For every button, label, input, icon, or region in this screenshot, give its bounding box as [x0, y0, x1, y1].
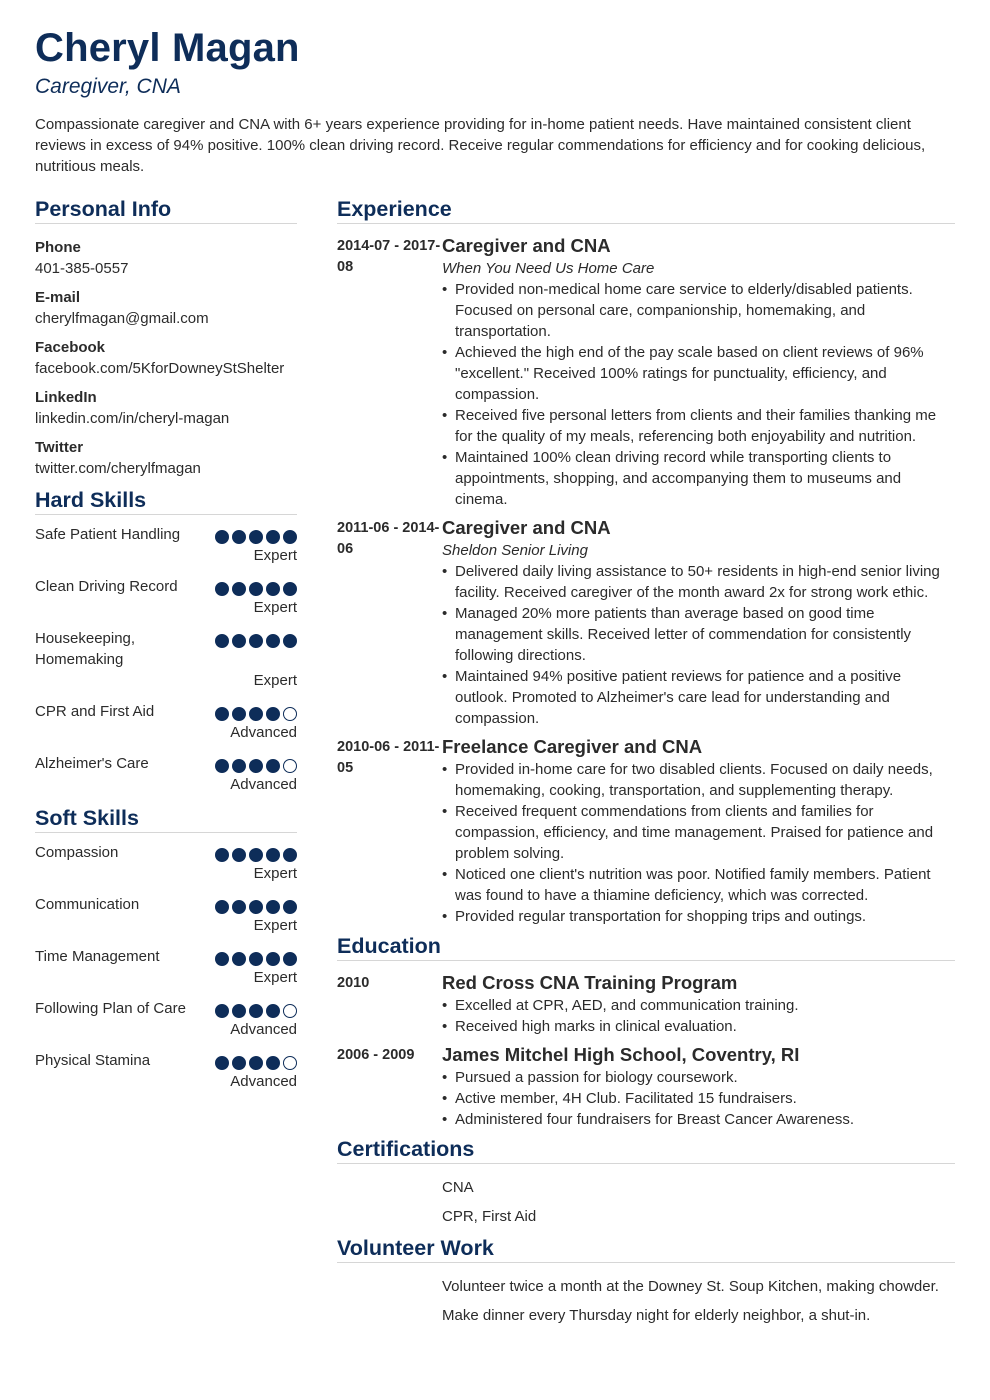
- rating-dot-filled-icon: [232, 582, 246, 596]
- skill-name: Housekeeping, Homemaking: [35, 630, 136, 668]
- info-label: Facebook: [35, 339, 106, 356]
- info-label: LinkedIn: [35, 389, 97, 406]
- skill-rating: [215, 576, 297, 596]
- entry-body: [442, 516, 955, 729]
- skill-rating: [215, 628, 297, 648]
- skill-rating: [215, 894, 297, 914]
- bullet-item: • Active member, 4H Club. Facilitated 15 fundraisers.: [442, 1088, 955, 1109]
- skill-item: [35, 524, 297, 566]
- skill-rating: [215, 842, 297, 862]
- skill-item: [35, 576, 297, 618]
- skill-level: Expert: [253, 969, 297, 986]
- rating-dot-filled-icon: [283, 848, 297, 862]
- entry-date: 2010-06 - 2011-05: [337, 739, 440, 776]
- entry-title: Red Cross CNA Training Program: [442, 972, 738, 993]
- certifications-heading: Certifications: [337, 1136, 955, 1164]
- bullet-item: • Received frequent commendations from clients and families for compassion, efficiency, and time management. Praised for patience and problem solving.: [442, 801, 955, 864]
- rating-dot-filled-icon: [215, 900, 229, 914]
- info-value[interactable]: linkedin.com/in/cheryl-magan: [35, 410, 230, 427]
- hard-skills-heading: Hard Skills: [35, 487, 297, 515]
- bullet-list: [442, 1067, 955, 1130]
- skill-rating: [215, 524, 297, 544]
- skill-name: Alzheimer's Care: [35, 755, 149, 772]
- skill-row: [35, 753, 297, 774]
- entry-title: James Mitchel High School, Coventry, RI: [442, 1044, 800, 1065]
- skill-rating: [215, 753, 297, 773]
- rating-dot-filled-icon: [215, 848, 229, 862]
- rating-dot-filled-icon: [266, 1056, 280, 1070]
- entry-title: Freelance Caregiver and CNA: [442, 736, 703, 757]
- certifications-item: CNA: [442, 1179, 474, 1196]
- skill-row: [35, 1050, 297, 1071]
- education-entry: [337, 1043, 955, 1130]
- skill-row: [35, 998, 297, 1019]
- skill-item: [35, 753, 297, 795]
- entry-date: 2006 - 2009: [337, 1047, 415, 1063]
- rating-dot-filled-icon: [232, 848, 246, 862]
- bullet-item: • Excelled at CPR, AED, and communication training.: [442, 995, 955, 1016]
- entry-date: 2010: [337, 975, 370, 991]
- bullet-item: • Administered four fundraisers for Breast Cancer Awareness.: [442, 1109, 955, 1130]
- experience-entry: [337, 735, 955, 927]
- rating-dot-filled-icon: [249, 582, 263, 596]
- experience-entry: [337, 516, 955, 729]
- info-value[interactable]: facebook.com/5KforDowneyStShelter: [35, 360, 285, 377]
- rating-dot-filled-icon: [283, 530, 297, 544]
- personal-info-email: [35, 287, 297, 329]
- rating-dot-filled-icon: [232, 1056, 246, 1070]
- skill-name: Communication: [35, 896, 140, 913]
- skill-item: [35, 894, 297, 936]
- rating-dot-filled-icon: [266, 530, 280, 544]
- bullet-list: [442, 561, 955, 729]
- skill-row: [35, 576, 297, 597]
- volunteer-list: [337, 1276, 955, 1326]
- skill-level: Advanced: [230, 724, 297, 741]
- rating-dot-filled-icon: [266, 582, 280, 596]
- rating-dot-filled-icon: [249, 900, 263, 914]
- rating-dot-filled-icon: [215, 1056, 229, 1070]
- skill-level: Expert: [253, 547, 297, 564]
- rating-dot-filled-icon: [283, 582, 297, 596]
- rating-dot-filled-icon: [249, 848, 263, 862]
- info-label: Phone: [35, 239, 81, 256]
- rating-dot-filled-icon: [232, 707, 246, 721]
- skill-row: [35, 628, 297, 670]
- skill-level: Expert: [253, 917, 297, 934]
- info-label: E-mail: [35, 289, 81, 306]
- experience-heading: Experience: [337, 196, 955, 224]
- rating-dot-filled-icon: [215, 952, 229, 966]
- resume-summary: Compassionate caregiver and CNA with 6+ years experience providing for in-home patient needs. Have maintained consistent client reviews in excess of 94% positive. 100% clean driving record. Receive regular commendations for efficiency and for cooking delicious, nutritious meals.: [35, 116, 926, 175]
- bullet-item: • Managed 20% more patients than average based on good time management skills. Received letter of commendation for consistently following directions.: [442, 603, 955, 666]
- personal-info-linkedin: [35, 387, 297, 429]
- rating-dot-empty-icon: [283, 1004, 297, 1018]
- rating-dot-filled-icon: [266, 952, 280, 966]
- rating-dot-empty-icon: [283, 759, 297, 773]
- rating-dot-filled-icon: [232, 1004, 246, 1018]
- rating-dot-filled-icon: [266, 707, 280, 721]
- rating-dot-empty-icon: [283, 1056, 297, 1070]
- rating-dot-empty-icon: [283, 707, 297, 721]
- skill-item: [35, 998, 297, 1040]
- personal-info-twitter: [35, 437, 297, 479]
- skill-name: CPR and First Aid: [35, 703, 155, 720]
- skill-name: Compassion: [35, 844, 119, 861]
- entry-title: Caregiver and CNA: [442, 517, 611, 538]
- info-value[interactable]: twitter.com/cherylfmagan: [35, 460, 201, 477]
- entry-body: [442, 735, 955, 927]
- skill-row: [35, 524, 297, 545]
- skill-item: [35, 842, 297, 884]
- skill-name: Safe Patient Handling: [35, 526, 181, 543]
- resume-name: Cheryl Magan: [35, 26, 300, 70]
- right-column: [337, 196, 955, 1334]
- skill-level: Advanced: [230, 776, 297, 793]
- skill-row: [35, 701, 297, 722]
- rating-dot-filled-icon: [215, 530, 229, 544]
- entry-date: 2011-06 - 2014-06: [337, 520, 440, 557]
- bullet-list: [442, 759, 955, 927]
- personal-info-heading: Personal Info: [35, 196, 297, 224]
- skill-level: Advanced: [230, 1073, 297, 1090]
- bullet-item: • Provided in-home care for two disabled clients. Focused on daily needs, homemaking, cooking, transportation, and supplementing therapy.: [442, 759, 955, 801]
- left-column: [35, 196, 297, 1102]
- personal-info-facebook: [35, 337, 297, 379]
- entry-date: 2014-07 - 2017-08: [337, 238, 441, 275]
- rating-dot-filled-icon: [215, 707, 229, 721]
- skill-level: Expert: [253, 865, 297, 882]
- rating-dot-filled-icon: [249, 530, 263, 544]
- skill-row: [35, 946, 297, 967]
- resume-title: Caregiver, CNA: [35, 75, 181, 98]
- personal-info-phone: [35, 237, 297, 279]
- skill-row: [35, 842, 297, 863]
- skill-name: Clean Driving Record: [35, 578, 178, 595]
- info-value: 401-385-0557: [35, 260, 129, 277]
- rating-dot-filled-icon: [283, 952, 297, 966]
- hard-skills-list: [35, 524, 297, 795]
- soft-skills-heading: Soft Skills: [35, 805, 297, 833]
- rating-dot-filled-icon: [283, 900, 297, 914]
- rating-dot-filled-icon: [215, 582, 229, 596]
- info-label: Twitter: [35, 439, 84, 456]
- bullet-item: • Received high marks in clinical evaluation.: [442, 1016, 955, 1037]
- rating-dot-filled-icon: [215, 634, 229, 648]
- skill-item: [35, 1050, 297, 1092]
- info-value[interactable]: cherylfmagan@gmail.com: [35, 310, 209, 327]
- rating-dot-filled-icon: [232, 900, 246, 914]
- entry-body: [442, 1043, 955, 1130]
- rating-dot-filled-icon: [266, 634, 280, 648]
- bullet-list: [442, 279, 955, 510]
- bullet-item: • Provided regular transportation for shopping trips and outings.: [442, 906, 955, 927]
- rating-dot-filled-icon: [232, 759, 246, 773]
- skill-level: Expert: [253, 599, 297, 616]
- education-entry: [337, 971, 955, 1037]
- volunteer-item: Volunteer twice a month at the Downey St. Soup Kitchen, making chowder.: [442, 1278, 939, 1295]
- experience-entry: [337, 234, 955, 510]
- skill-level: Advanced: [230, 1021, 297, 1038]
- skill-row: [35, 894, 297, 915]
- certifications-list: [337, 1177, 955, 1227]
- skill-rating: [215, 1050, 297, 1070]
- entry-body: [442, 234, 955, 510]
- volunteer-item: Make dinner every Thursday night for elderly neighbor, a shut-in.: [442, 1307, 871, 1324]
- rating-dot-filled-icon: [266, 900, 280, 914]
- entry-title: Caregiver and CNA: [442, 235, 611, 256]
- entry-organization: Sheldon Senior Living: [442, 542, 588, 559]
- rating-dot-filled-icon: [249, 952, 263, 966]
- rating-dot-filled-icon: [283, 634, 297, 648]
- rating-dot-filled-icon: [215, 1004, 229, 1018]
- skill-rating: [215, 701, 297, 721]
- bullet-item: • Pursued a passion for biology coursework.: [442, 1067, 955, 1088]
- rating-dot-filled-icon: [266, 1004, 280, 1018]
- education-list: [337, 971, 955, 1130]
- bullet-item: • Delivered daily living assistance to 50+ residents in high-end senior living facility. Received caregiver of the month award 2x for strong work ethic.: [442, 561, 955, 603]
- entry-body: [442, 971, 955, 1037]
- experience-list: [337, 234, 955, 927]
- skill-item: [35, 946, 297, 988]
- rating-dot-filled-icon: [249, 634, 263, 648]
- bullet-item: • Noticed one client's nutrition was poor. Notified family members. Patient was found to have a thiamine deficiency, which was corrected.: [442, 864, 955, 906]
- rating-dot-filled-icon: [215, 759, 229, 773]
- personal-info-list: [35, 237, 297, 479]
- bullet-item: • Achieved the high end of the pay scale based on client reviews of 96% "excellent." Received 100% ratings for punctuality, efficiency, and compassion.: [442, 342, 955, 405]
- certifications-item: CPR, First Aid: [442, 1208, 537, 1225]
- bullet-list: [442, 995, 955, 1037]
- soft-skills-list: [35, 842, 297, 1092]
- skill-item: [35, 701, 297, 743]
- bullet-item: • Maintained 94% positive patient reviews for patience and a positive outlook. Promoted to Alzheimer's care lead for understanding and compassion.: [442, 666, 955, 729]
- rating-dot-filled-icon: [249, 759, 263, 773]
- rating-dot-filled-icon: [232, 530, 246, 544]
- rating-dot-filled-icon: [249, 707, 263, 721]
- rating-dot-filled-icon: [266, 848, 280, 862]
- skill-rating: [215, 998, 297, 1018]
- bullet-item: • Provided non-medical home care service to elderly/disabled patients. Focused on personal care, companionship, homemaking, and transportation.: [442, 279, 955, 342]
- bullet-item: • Maintained 100% clean driving record while transporting clients to appointments, shopping, and accompanying them to museums and cinema.: [442, 447, 955, 510]
- bullet-item: • Received five personal letters from clients and their families thanking me for the quality of my meals, referencing both enjoyability and nutrition.: [442, 405, 955, 447]
- rating-dot-filled-icon: [266, 759, 280, 773]
- education-heading: Education: [337, 933, 955, 961]
- skill-name: Time Management: [35, 948, 160, 965]
- skill-rating: [215, 946, 297, 966]
- rating-dot-filled-icon: [249, 1056, 263, 1070]
- rating-dot-filled-icon: [232, 952, 246, 966]
- volunteer-heading: Volunteer Work: [337, 1235, 955, 1263]
- rating-dot-filled-icon: [232, 634, 246, 648]
- skill-item: [35, 628, 297, 691]
- skill-name: Physical Stamina: [35, 1052, 151, 1069]
- skill-name: Following Plan of Care: [35, 1000, 186, 1017]
- skill-level: Expert: [253, 672, 297, 689]
- entry-organization: When You Need Us Home Care: [442, 260, 655, 277]
- rating-dot-filled-icon: [249, 1004, 263, 1018]
